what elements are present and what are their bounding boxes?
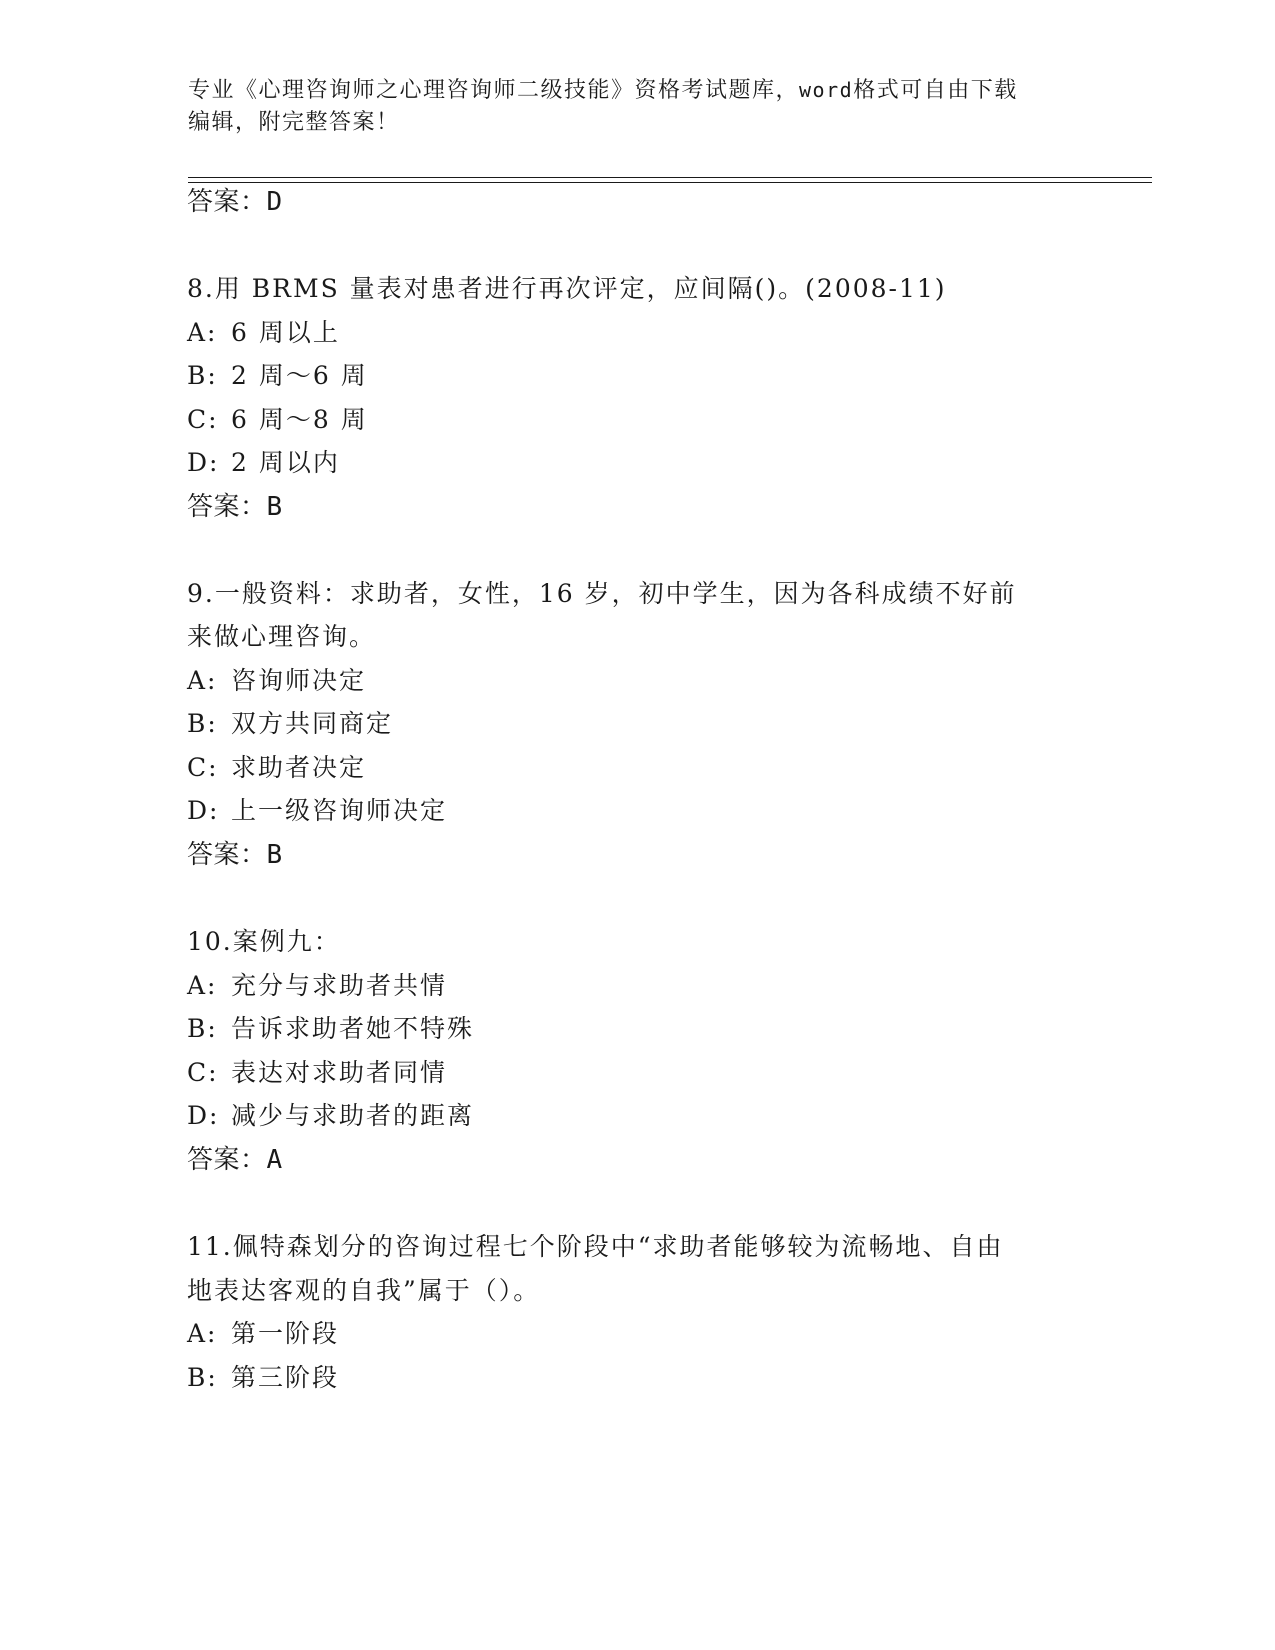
option-key: C: — [187, 1058, 219, 1087]
option-c — [187, 404, 368, 436]
option-text: 双方共同商定 — [231, 709, 394, 738]
option-key: A: — [187, 318, 218, 347]
option-text: 第一阶段 — [231, 1319, 340, 1348]
option-text: 咨询师决定 — [231, 666, 367, 695]
option-key: B: — [187, 709, 218, 738]
option-text: 6 周～8 周 — [231, 405, 368, 434]
option-text: 表达对求助者同情 — [231, 1058, 448, 1087]
option-key: A: — [187, 666, 218, 695]
option-key: D: — [187, 1101, 220, 1130]
option-key: B: — [187, 361, 218, 390]
option-text: 告诉求助者她不特殊 — [231, 1014, 475, 1043]
header-line-1 — [188, 74, 1068, 107]
option-key: C: — [187, 753, 219, 782]
option-text: 6 周以上 — [231, 318, 340, 347]
answer-line: 答案：B — [187, 492, 283, 522]
option-a — [187, 1318, 339, 1350]
question-stem-continued: 来做心理咨询。 — [187, 622, 377, 651]
option-text: 求助者决定 — [231, 753, 367, 782]
header-divider-top — [188, 177, 1152, 178]
option-text: 2 周～6 周 — [231, 361, 368, 390]
option-key: C: — [187, 405, 219, 434]
question-stem: 9.一般资料：求助者，女性，16 岁，初中学生，因为各科成绩不好前 — [187, 579, 1017, 608]
option-b — [187, 1362, 339, 1394]
header-divider-bottom — [188, 182, 1152, 183]
option-key: D: — [187, 448, 220, 477]
option-text: 减少与求助者的距离 — [231, 1101, 475, 1130]
option-text: 上一级咨询师决定 — [231, 796, 448, 825]
option-a — [187, 317, 340, 349]
question-stem: 11.佩特森划分的咨询过程七个阶段中“求助者能够较为流畅地、自由 — [187, 1232, 1004, 1261]
header-text-c: 格式可自由下载 — [853, 78, 1018, 103]
option-d — [187, 447, 340, 479]
option-b — [187, 708, 393, 740]
option-d — [187, 795, 447, 827]
question-stem: 8.用 BRMS 量表对患者进行再次评定，应间隔()。(2008-11) — [187, 274, 947, 303]
previous-answer: 答案：D — [187, 187, 283, 217]
option-b — [187, 1013, 474, 1045]
option-key: B: — [187, 1014, 218, 1043]
option-b — [187, 360, 368, 392]
answer-line: 答案：A — [187, 1145, 283, 1175]
header-text-word: word — [799, 78, 854, 102]
option-text: 第三阶段 — [231, 1363, 340, 1392]
option-key: B: — [187, 1363, 218, 1392]
document-header — [188, 74, 1068, 139]
header-text-a: 专业《心理咨询师之心理咨询师二级技能》资格考试题库， — [188, 78, 800, 103]
option-key: A: — [187, 971, 218, 1000]
option-c — [187, 752, 366, 784]
option-d — [187, 1100, 474, 1132]
option-key: D: — [187, 796, 220, 825]
answer-line: 答案：B — [187, 840, 283, 870]
option-a — [187, 970, 447, 1002]
option-key: A: — [187, 1319, 218, 1348]
question-stem-continued: 地表达客观的自我”属于（）。 — [187, 1276, 541, 1305]
option-text: 充分与求助者共情 — [231, 971, 448, 1000]
question-stem: 10.案例九： — [187, 927, 341, 956]
option-text: 2 周以内 — [231, 448, 340, 477]
option-a — [187, 665, 366, 697]
option-c — [187, 1057, 447, 1089]
header-line-2: 编辑，附完整答案！ — [188, 110, 400, 135]
